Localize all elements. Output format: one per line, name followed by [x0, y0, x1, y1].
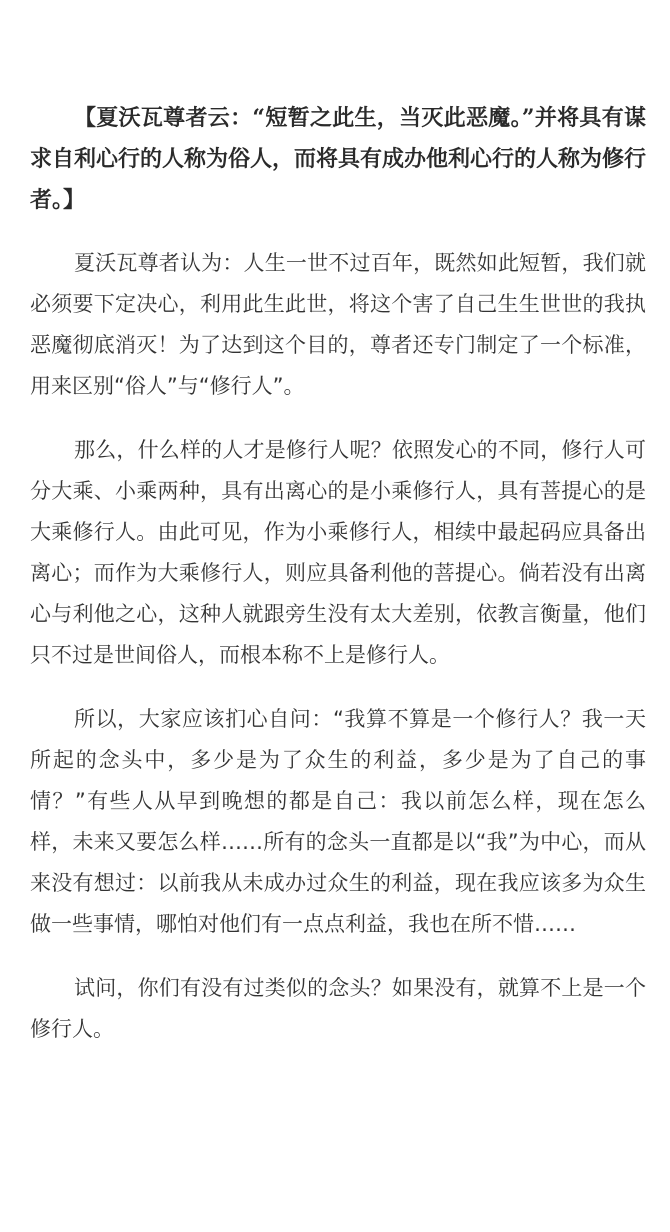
paragraph-3: 所以，大家应该扪心自问：“我算不算是一个修行人？我一天所起的念头中，多少是为了众生的利益，多少是为了自己的事情？”有些人从早到晚想的都是自己：我以前怎么样，现在怎么样，未来又要怎么样……所有的念头一直都是以“我”为中心，而从来没有想过：以前我从未成办过众生的利益，现在我应该多为众生做一些事情，哪怕对他们有一点点利益，我也在所不惜…… — [30, 707, 646, 936]
article — [30, 98, 646, 1073]
paragraph-1: 夏沃瓦尊者认为：人生一世不过百年，既然如此短暂，我们就必须要下定决心，利用此生此世，将这个害了自己生生世世的我执恶魔彻底消灭！为了达到这个目的，尊者还专门制定了一个标准，用来区别“俗人”与“修行人”。 — [30, 251, 646, 398]
paragraph-2: 那么，什么样的人才是修行人呢？依照发心的不同，修行人可分大乘、小乘两种，具有出离心的是小乘修行人，具有菩提心的是大乘修行人。由此可见，作为小乘修行人，相续中最起码应具备出离心；而作为大乘修行人，则应具备利他的菩提心。倘若没有出离心与利他之心，这种人就跟旁生没有太大差别，依教言衡量，他们只不过是世间俗人，而根本称不上是修行人。 — [30, 438, 646, 667]
article-heading: 【夏沃瓦尊者云：“短暂之此生，当灭此恶魔。”并将具有谋求自利心行的人称为俗人，而将具有成办他利心行的人称为修行者。】 — [30, 105, 647, 213]
paragraph-4: 试问，你们有没有过类似的念头？如果没有，就算不上是一个修行人。 — [30, 976, 646, 1041]
